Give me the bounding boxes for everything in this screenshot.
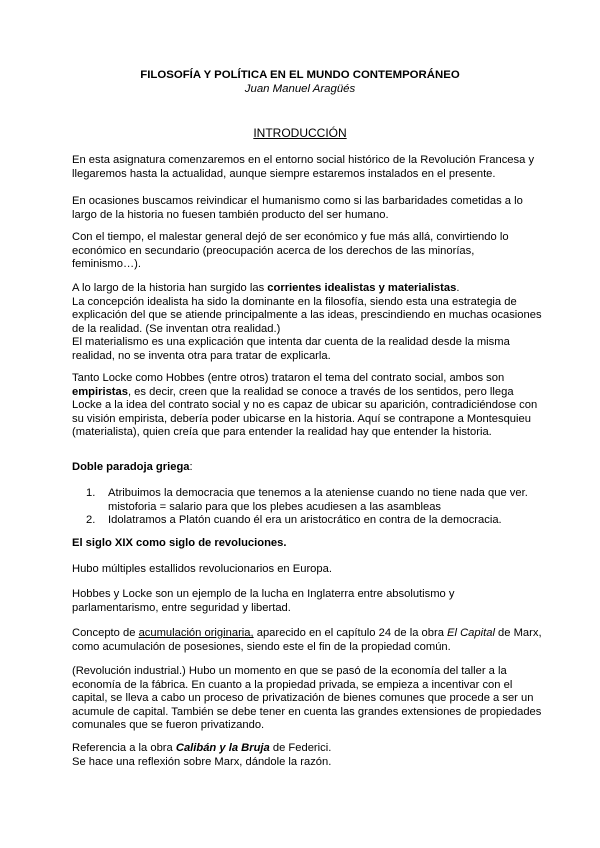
paragraph-estallidos: Hubo múltiples estallidos revolucionarios en Europa.: [72, 563, 332, 575]
paragraph-acumulacion: Concepto de acumulación originaria, aparecido en el capítulo 24 de la obra El Capital de Marx, como acumulación de posesiones, siendo este el fin de la propiedad común.: [72, 627, 542, 653]
paragraph-revolucion-industrial: (Revolución industrial.) Hubo un momento en que se pasó de la economía del taller a la economía de la fábrica. En cuanto a la propiedad privada, se empieza a incentivar con el capital, se lleva a cabo un proceso de privatización de bienes comunes que procede a ser un acumule de capital. También se debe tener en cuenta las grandes extensiones de propiedades comunales que se fueron privatizando.: [72, 665, 542, 732]
paragraph-hobbes-locke: Hobbes y Locke son un ejemplo de la lucha en Inglaterra entre absolutismo y parlamentarismo, entre seguridad y libertad.: [72, 588, 455, 614]
list-item-subtext: mistoforia = salario para que los plebes acudiesen a las asambleas: [108, 500, 442, 513]
paragraph-contrato-social: Tanto Locke como Hobbes (entre otros) trataron el tema del contrato social, ambos son empiristas, es decir, creen que la realidad se conoce a través de los sentidos, pero llega Locke a la idea del contrato social y no es capaz de ubicar su aparición, contradiciéndose con su visión empirista, debería poder ubicarse en la historia. Aquí se contrapone a Montesquieu (materialista), quien creía que para entender la realidad hay que entender la historia.: [72, 372, 538, 439]
corrientes-bold-term: corrientes idealistas y materialistas: [267, 282, 457, 294]
caliban-bruja-title: Calibán y la Bruja: [175, 742, 270, 754]
list-number: 1.: [86, 487, 96, 499]
section-heading-introduccion: INTRODUCCIÓN: [253, 126, 347, 140]
paragraph-federici: [72, 742, 542, 769]
el-capital-title: El Capital: [447, 627, 495, 639]
heading-siglo-xix: El siglo XIX como siglo de revoluciones.: [72, 537, 287, 549]
paragraph-malestar: Con el tiempo, el malestar general dejó de ser económico y fue más allá, convirtiendo lo económico en secundario (preocupación acerca de los derechos de las minorías, feminismo…).: [72, 231, 509, 271]
list-number: 2.: [86, 514, 96, 526]
document-title: FILOSOFÍA Y POLÍTICA EN EL MUNDO CONTEMPORÁNEO: [140, 69, 460, 81]
marx-reflection-line: Se hace una reflexión sobre Marx, dándole la razón.: [72, 755, 332, 768]
acumulacion-originaria-link: acumulación originaria,: [138, 627, 254, 639]
list-item-text: Atribuimos la democracia que tenemos a la ateniense cuando no tiene nada que ver. mistoforia = salario para que los plebes acudiesen a las asambleas: [108, 487, 528, 513]
federici-reference-line: Referencia a la obra Calibán y la Bruja de Federici.: [72, 742, 332, 754]
heading-doble-paradoja: Doble paradoja griega:: [72, 461, 193, 473]
materialismo-text: El materialismo es una explicación que intenta dar cuenta de la realidad desde la misma realidad, no se inventa otra para tratar de explicarla.: [72, 336, 510, 362]
idealismo-text: La concepción idealista ha sido la dominante en la filosofía, siendo esta una estrategia de explicación del que se atiende principalmente a las ideas, prescindiendo en muchas ocasiones de la realidad. (Se inventan otra realidad.): [72, 295, 542, 335]
paragraph-humanismo: En ocasiones buscamos reivindicar el humanismo como si las barbaridades cometidas a lo largo de la historia no fuesen también producto del ser humano.: [72, 195, 523, 221]
paragraph-revolucion-francesa: En esta asignatura comenzaremos en el entorno social histórico de la Revolución Francesa y llegaremos hasta la actualidad, aunque siempre estaremos instalados en el presente.: [72, 154, 535, 180]
author-name: Juan Manuel Aragüés: [244, 83, 356, 95]
corrientes-intro-line: A lo largo de la historia han surgido las corrientes idealistas y materialistas.: [72, 282, 460, 294]
paragraph-corrientes: [72, 282, 542, 364]
empiristas-bold-term: empiristas: [72, 385, 128, 398]
list-item-text: Idolatramos a Platón cuando él era un aristocrático en contra de la democracia.: [108, 514, 502, 526]
